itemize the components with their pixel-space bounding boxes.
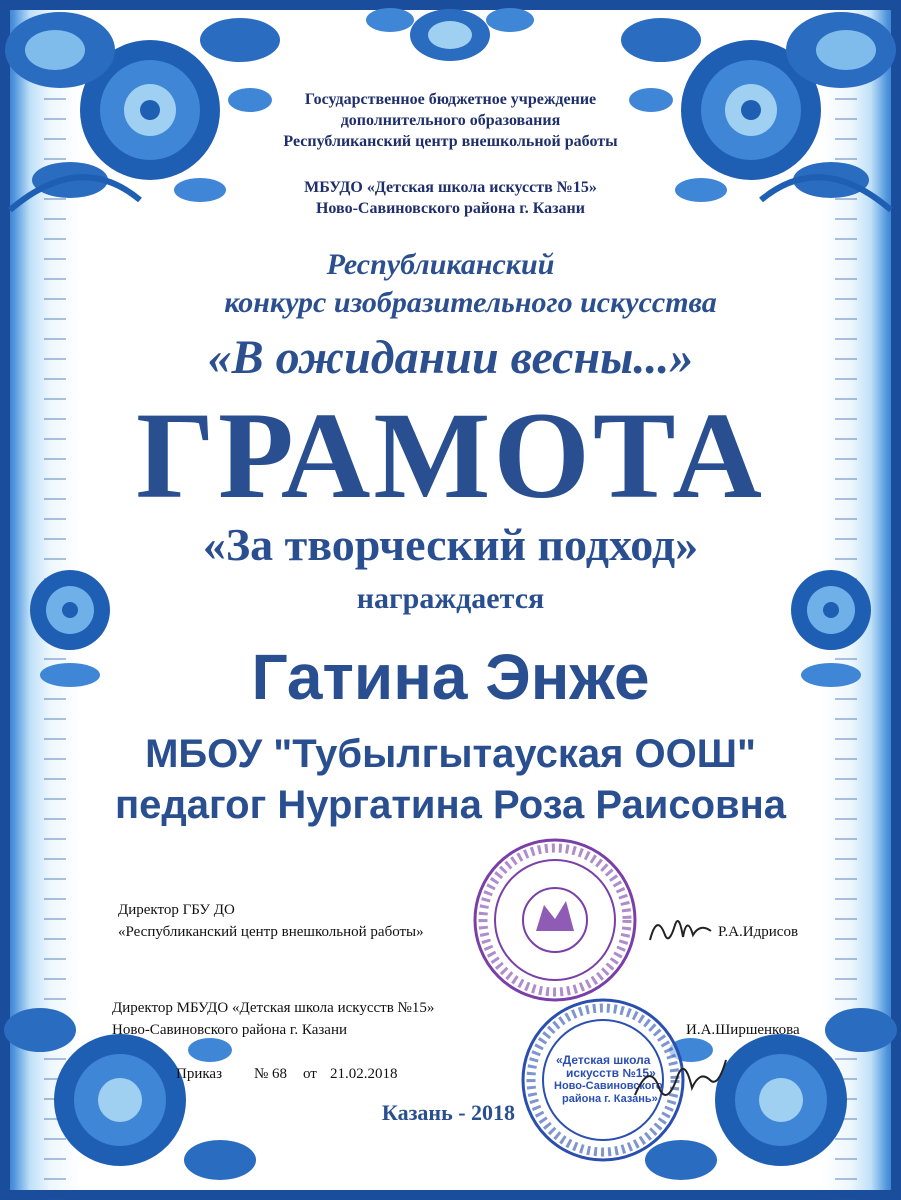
top-center-flower-ornament xyxy=(360,0,540,90)
director1-name: Р.А.Идрисов xyxy=(718,924,799,940)
stamp2-text3: Ново-Савиновского xyxy=(554,1080,663,1092)
director2-title-line1: Директор МБУДО «Детская школа искусств №15» xyxy=(112,1000,435,1016)
signature-idrisov xyxy=(645,905,715,950)
order-label: Приказ xyxy=(176,1066,223,1082)
recipient-school: МБОУ "Тубылгытауская ООШ" xyxy=(145,732,756,776)
director2-name: И.А.Ширшенкова xyxy=(686,1022,800,1038)
director2-title-line2: Ново-Савиновского района г. Казани xyxy=(112,1022,347,1038)
competition-line2: конкурс изобразительного искусства xyxy=(224,286,717,319)
order-date: 21.02.2018 xyxy=(330,1066,398,1082)
order-number: № 68 xyxy=(254,1066,288,1082)
director1-title-line2: «Республиканский центр внешкольной работы» xyxy=(118,924,424,940)
org-name-line3: Республиканский центр внешкольной работы xyxy=(283,133,618,150)
school-name-line2: Ново-Савиновского района г. Казани xyxy=(315,200,585,217)
teacher-name: педагог Нургатина Роза Раисовна xyxy=(115,783,786,827)
awarded-text: награждается xyxy=(356,582,545,615)
competition-line1: Республиканский xyxy=(326,248,555,281)
certificate-title: ГРАМОТА xyxy=(136,387,765,524)
org-name-line1: Государственное бюджетное учреждение xyxy=(304,91,597,108)
order-from: от xyxy=(303,1066,317,1082)
nomination: «За творческий подход» xyxy=(202,519,699,570)
stamp2-text1: «Детская школа xyxy=(556,1053,651,1067)
competition-name: «В ожидании весны...» xyxy=(207,331,694,384)
stamp2-text2: искусств №15» xyxy=(566,1066,656,1080)
school-name-line1: МБУДО «Детская школа искусств №15» xyxy=(304,179,597,196)
city-year: Казань - 2018 xyxy=(381,1100,516,1125)
round-seal-stamp-purple xyxy=(470,835,640,1005)
director1-title-line1: Директор ГБУ ДО xyxy=(118,902,235,918)
recipient-name: Гатина Энже xyxy=(251,641,650,713)
org-name-line2: дополнительного образования xyxy=(340,112,561,129)
stamp2-text4: района г. Казань» xyxy=(562,1093,658,1105)
